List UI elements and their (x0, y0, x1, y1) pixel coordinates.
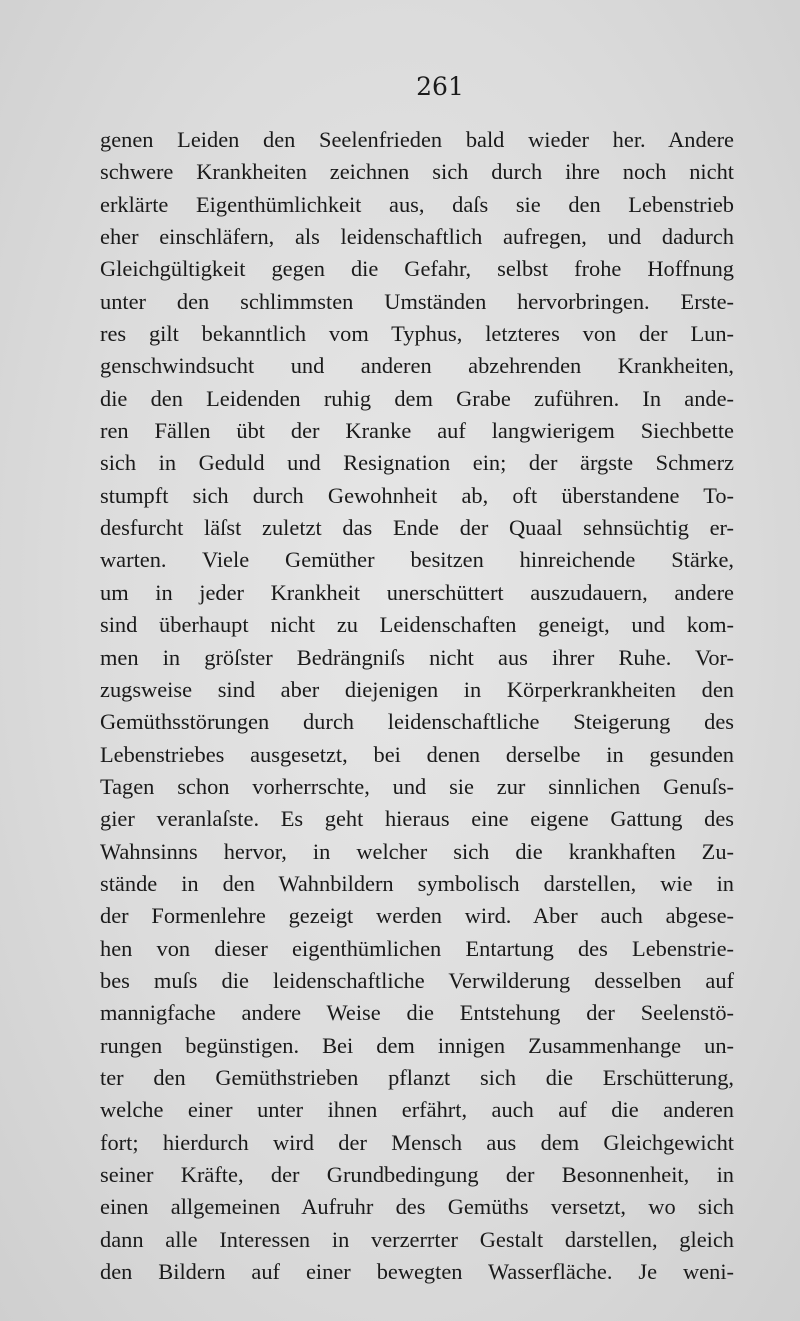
text-line: genschwindsucht und anderen abzehrenden Krankheiten, (100, 353, 734, 379)
text-line: fort; hierdurch wird der Mensch aus dem Gleichgewicht (100, 1129, 734, 1155)
text-line: Lebenstriebes ausgesetzt, bei denen derselbe in gesunden (100, 741, 734, 767)
text-line: stände in den Wahnbildern symbolisch darstellen, wie in (100, 870, 734, 896)
text-line: einen allgemeinen Aufruhr des Gemüths versetzt, wo sich (100, 1194, 734, 1220)
text-line: um in jeder Krankheit unerschüttert auszudauern, andere (100, 579, 734, 605)
text-line: ter den Gemüthstrieben pflanzt sich die Erschütterung, (100, 1064, 734, 1090)
text-line: schwere Krankheiten zeichnen sich durch ihre noch nicht (100, 159, 734, 185)
text-line: ren Fällen übt der Kranke auf langwierigem Siechbette (100, 418, 734, 444)
text-line: sich in Geduld und Resignation ein; der ärgste Schmerz (100, 450, 734, 476)
page-number: 261 (416, 72, 464, 101)
text-line: erklärte Eigenthümlichkeit aus, daſs sie den Lebenstrieb (100, 191, 734, 217)
text-line: dann alle Interessen in verzerrter Gestalt darstellen, gleich (100, 1226, 734, 1252)
text-line: Gemüthsstörungen durch leidenschaftliche Steigerung des (100, 709, 734, 735)
text-line: warten. Viele Gemüther besitzen hinreichende Stärke, (100, 547, 734, 573)
text-line: stumpft sich durch Gewohnheit ab, oft überstandene To- (100, 482, 734, 508)
text-line: der Formenlehre gezeigt werden wird. Aber auch abgese- (100, 903, 734, 929)
text-line: eher einschläfern, als leidenschaftlich aufregen, und dadurch (100, 224, 734, 250)
text-line: Gleichgültigkeit gegen die Gefahr, selbst frohe Hoffnung (100, 256, 734, 282)
text-line: rungen begünstigen. Bei dem innigen Zusammenhange un- (100, 1032, 734, 1058)
text-line: hen von dieser eigenthümlichen Entartung des Lebenstrie- (100, 935, 734, 961)
text-line: Wahnsinns hervor, in welcher sich die krankhaften Zu- (100, 838, 734, 864)
text-line: genen Leiden den Seelenfrieden bald wieder her. Andere (100, 127, 734, 152)
text-line: mannigfache andere Weise die Entstehung der Seelenstö- (100, 1000, 734, 1026)
text-line: sind überhaupt nicht zu Leidenschaften geneigt, und kom- (100, 612, 734, 638)
text-line: den Bildern auf einer bewegten Wasserfläche. Je weni- (100, 1259, 734, 1285)
text-line: unter den schlimmsten Umständen hervorbringen. Erste- (100, 288, 734, 314)
text-line: gier veranlaſste. Es geht hieraus eine eigene Gattung des (100, 806, 734, 832)
text-line: die den Leidenden ruhig dem Grabe zuführen. In ande- (100, 385, 734, 411)
text-line: res gilt bekanntlich vom Typhus, letzteres von der Lun- (100, 321, 734, 347)
text-line: seiner Kräfte, der Grundbedingung der Besonnenheit, in (100, 1162, 734, 1187)
text-line: desfurcht läſst zuletzt das Ende der Quaal sehnsüchtig er- (100, 515, 734, 541)
text-line: welche einer unter ihnen erfährt, auch auf die anderen (100, 1097, 734, 1123)
text-line: Tagen schon vorherrschte, und sie zur sinnlichen Genuſs- (100, 773, 734, 799)
text-line: zugsweise sind aber diejenigen in Körperkrankheiten den (100, 676, 734, 702)
text-line: men in gröſster Bedrängniſs nicht aus ihrer Ruhe. Vor- (100, 644, 734, 670)
body-text (100, 124, 734, 1288)
text-line: bes muſs die leidenschaftliche Verwilderung desselben auf (100, 967, 734, 993)
